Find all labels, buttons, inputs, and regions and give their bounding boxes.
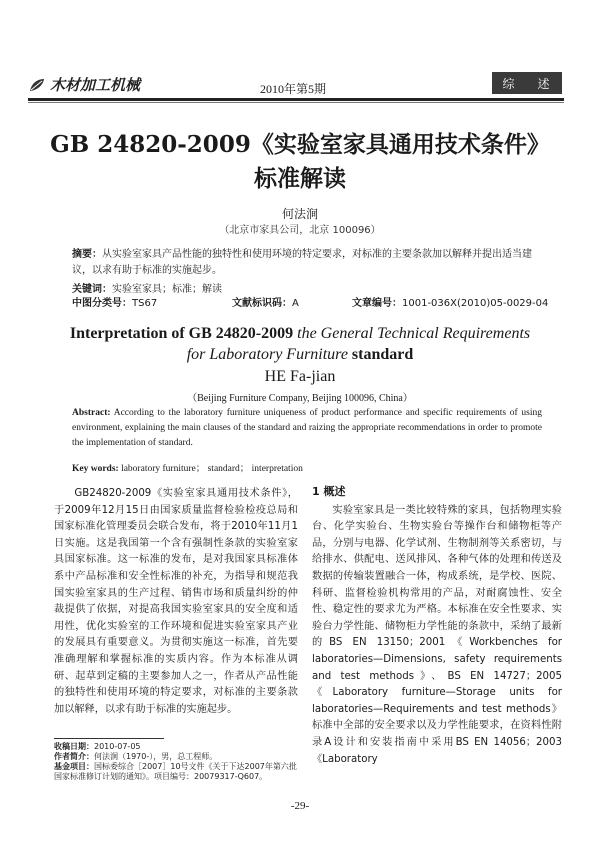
journal-name: 木材加工机械	[50, 76, 141, 94]
title-en-italic1: the General Technical Requirements	[297, 325, 531, 342]
footnote-text: 国标委综合［2007］10号文件《关于下达2007年第六批国家标准修订计划的通知》。项目编号：20079317-Q607。	[54, 762, 297, 781]
author-en: HE Fa-jian	[264, 368, 336, 385]
keywords-cn	[72, 280, 542, 295]
title-en-italic2: for Laboratory Furniture	[186, 346, 348, 363]
section-badge	[492, 72, 562, 94]
journal-logo	[28, 74, 140, 95]
document-code	[232, 294, 299, 309]
keywords-en	[72, 460, 303, 474]
section-char-2: 述	[537, 76, 552, 91]
header-rule	[28, 98, 564, 101]
article-label: 文章编号：	[352, 298, 402, 309]
abstract-en	[72, 406, 542, 451]
keywords-en-label: Key words:	[72, 464, 119, 474]
clc-label: 中图分类号：	[72, 298, 132, 309]
section-heading: 1 概述	[312, 485, 346, 498]
abstract-en-label: Abstract:	[72, 408, 111, 418]
keywords-cn-text: 实验室家具；标准；解读	[112, 284, 222, 295]
doc-label: 文献标识码：	[232, 298, 292, 309]
keywords-en-text: laboratory furniture； standard； interpretation	[118, 464, 303, 474]
title-cn-line2: 标准解读	[254, 165, 346, 192]
article-number	[352, 294, 548, 309]
footnote-text: 2010-07-05	[94, 742, 141, 751]
abstract-cn-label: 摘要：	[72, 249, 102, 260]
affiliation-en: （Beijing Furniture Company, Beijing 100096, China）	[187, 393, 413, 404]
body-left-column	[54, 486, 298, 718]
page-number: -29-	[290, 800, 310, 812]
keywords-cn-label: 关键词：	[72, 284, 112, 295]
abstract-en-text: According to the laboratory furniture uniqueness of product performance and specific requirements of using environment, explaining the main clauses of the standard and raizing the appropriate recommendations in order to promote the implementation of standard.	[72, 408, 542, 448]
footnote-text: 何法涧（1970-），男，总工程师。	[94, 752, 218, 761]
abstract-cn	[72, 247, 542, 279]
title-en-bold2: standard	[347, 346, 414, 363]
issue-label: 2010年第5期	[260, 82, 327, 96]
section-char-1: 综	[502, 76, 517, 91]
wood-leaf-icon	[28, 77, 46, 93]
title-cn-line1: GB 24820-2009《实验室家具通用技术条件》	[50, 131, 550, 158]
article-value: 1001-036X(2010)05-0029-04	[402, 298, 549, 309]
footnote-received	[54, 742, 304, 752]
footnote-rule	[54, 738, 164, 739]
footnote-label: 收稿日期：	[54, 742, 94, 751]
clc-number	[72, 294, 157, 309]
footnote-label: 作者简介：	[54, 752, 94, 761]
article-title-en	[40, 323, 560, 365]
footnote-author	[54, 752, 304, 762]
article-title-cn	[20, 128, 580, 196]
header-rule-thin	[28, 102, 564, 103]
author-cn: 何法涧	[281, 207, 318, 221]
intro-paragraph: GB24820-2009《实验室家具通用技术条件》，于2009年12月15日由国家质量监督检验检疫总局和国家标准化管理委员会联合发布，将于2010年11月1日实施。这是我国第一个含有强制性条款的实验室家具国家标准。这一标准的发布，是对我国家具标准体系中产品标准和安全性标准的补充，为指导和规范我国实验室家具的生产过程、销售市场和质量纠纷的仲裁提供了依据，对提高我国实验室家具的安全度和适用性，优化实验室的工作环境和促进实验室家具产业的发展具有重要意义。为贯彻实施这一标准，首先要准确理解和掌握标准的实质内容。作为本标准从调研、起草到定稿的主要参加人之一，作者从产品性能的独特性和使用环境的特定要求，对标准的主要条款加以解释，以求有助于标准的实施起步。	[54, 488, 298, 715]
section-paragraph: 实验室家具是一类比较特殊的家具，包括物理实验台、化学实验台、生物实验台等操作台和储物柜等产品，分别与电器、化学试剂、生物制剂等关系密切，与给排水、供配电、送风排风、各种气体的处理和传送及数据的传输装置融合一体，构成系统，是学校、医院、科研、监督检验机构常用的产品，对耐腐蚀性、安全性、稳定性的要求尤为严格。本标准在安全性要求、实验台力学性能、储物柜力学性能的条款中，采纳了最新的BS EN 13150；2001《Workbenches for laboratories—Dimensions, safety requirements and test methods》、BS EN 14727；2005《Laboratory furniture—Storage units for laboratories—Requirements and test methods》标准中全部的安全要求以及力学性能要求，在资料性附录A设计和安装指南中采用BS EN 14056；2003《Laboratory	[312, 504, 562, 765]
body-right-column	[312, 484, 562, 768]
title-en-bold1: Interpretation of GB 24820-2009	[69, 325, 298, 342]
footnote-fund	[54, 762, 304, 782]
clc-value: TS67	[132, 298, 158, 309]
affiliation-cn: （北京市家具公司，北京 100096）	[219, 225, 381, 236]
footnote-label: 基金项目：	[54, 762, 94, 771]
doc-value: A	[292, 298, 299, 309]
abstract-cn-text: 从实验室家具产品性能的独特性和使用环境的特定要求，对标准的主要条款加以解释并提出适当建议，以求有助于标准的实施起步。	[72, 249, 532, 276]
